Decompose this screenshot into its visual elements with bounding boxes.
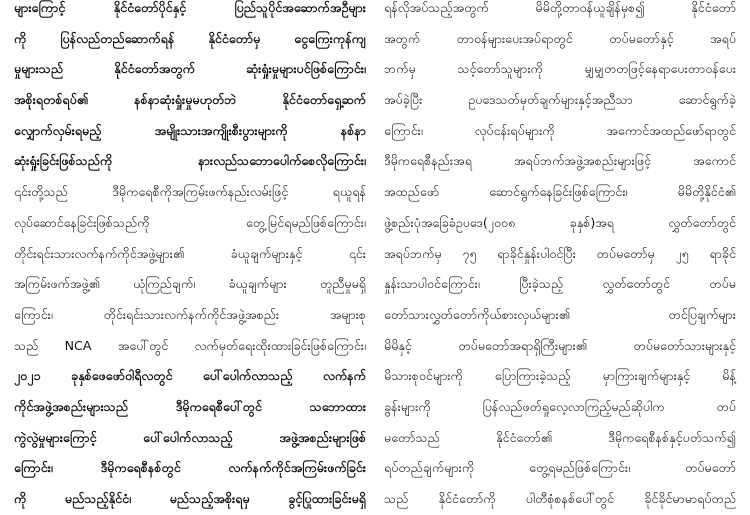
- text-line: ရပ်တည်ချက်များကို တွေ့ရမည်ဖြစ်ကြောင်း၊ တပ်မတော်: [384, 460, 736, 476]
- text-line: ခွန်းများကို ပြန်လည်ဖတ်ရှုလေ့လာကြည့်မည်ဆိုပါက တပ်: [384, 398, 736, 414]
- text-line: အထည်ဖော် ဆောင်ရွက်နေခြင်းဖြစ်ကြောင်း၊ မိမိတို့နိုင်ငံ၏: [384, 184, 736, 200]
- text-line: များကြောင့် နိုင်ငံတော်ပိုင်နှင့် ပြည်သူပိုင်အဆောက်အဦများ: [14, 0, 366, 15]
- text-line: ကြောင်း၊ တိုင်းရင်းသားလက်နက်ကိုင်အဖွဲ့အစည်း အများစု: [14, 306, 366, 322]
- text-line: လုပ်ဆောင်နေခြင်းဖြစ်သည်ကို တွေ့မြင်ရမည်ဖြစ်ကြောင်း၊: [14, 214, 366, 230]
- text-line: ကို ပြန်လည်တည်ဆောက်ရန် နိုင်ငံတော်မှ ငွေကြေးကုန်ကျ: [14, 30, 366, 46]
- text-line: တော်သားလွှတ်တော်ကိုယ်စားလှယ်များ၏ တင်ပြချက်များ: [384, 306, 736, 322]
- right-text-column: [384, 0, 736, 506]
- text-line: တိုင်းရင်းသားလက်နက်ကိုင်အဖွဲ့များ၏ ခံယူချက်များနှင့် ၎င်း: [14, 245, 366, 261]
- text-line: ရန်လိုအပ်သည့်အတွက် မိမိတို့တာဝန်ယူချိန်မှစ၍ နိုင်ငံတော်: [384, 0, 736, 15]
- text-line: ၂၀၂၁ ခုနှစ်ဖေဖော်ဝါရီလတွင် ပေါ်ပေါက်လာသည့် လက်နက်: [14, 368, 366, 384]
- text-line: သည် NCA အပေါ်တွင် လက်မှတ်ရေးထိုးထားခြင်းဖြစ်ကြောင်း၊: [14, 337, 366, 353]
- text-line: ကြောင်း၊ လုပ်ငန်းရပ်များကို အကောင်အထည်ဖော်ရာတွင်: [384, 122, 736, 138]
- text-line: ဖွဲ့စည်းပုံအခြေခံဥပဒေ(၂၀၀၈ ခုနှစ်)အရ လွှတ်တော်တွင်: [384, 214, 736, 230]
- left-text-column: [14, 0, 366, 506]
- text-line: မိမိနှင့် တပ်မတော်အရာရှိကြီးများ၏ တပ်မတော်သားများနှင့်: [384, 337, 736, 353]
- text-line: နှုန်းသာပါဝင်ကြောင်း၊ ပြီးခဲ့သည့် လွှတ်တော်တွင် တပ်မ: [384, 276, 736, 292]
- text-line: အစိုးရတစ်ရပ်၏ နစ်နာဆုံးရှုံးမှုမဟုတ်ဘဲ နိုင်ငံတော်ရှေ့ဆက်: [14, 92, 366, 108]
- text-line: အတွက် တာဝန်များပေးအပ်ရာတွင် တပ်မတော်နှင့် အရပ်: [384, 30, 736, 46]
- text-line: ကြောင်း၊ ဒီမိုကရေစီနစ်တွင် လက်နက်ကိုင်အကြမ်းဖက်ခြင်း: [14, 460, 366, 476]
- text-line: အပ်ခဲ့ပြီး ဥပဒေသတ်မှတ်ချက်များနှင့်အညီသာ ဆောင်ရွက်ခဲ့: [384, 92, 736, 108]
- column-gutter: [367, 0, 368, 460]
- text-line: မှုများသည် နိုင်ငံတော်အတွက် ဆုံးရှုံးမှုများပင်ဖြစ်ကြောင်း၊: [14, 61, 366, 77]
- text-line: ကို မည်သည့်နိုင်ငံ၊ မည်သည့်အစိုးရမှ ခွင့်ပြုထားခြင်းမရှိ: [14, 491, 366, 506]
- text-line: လျှောက်လှမ်းရမည့် အမျိုးသားအကျိုးစီးပွားများကို နစ်နာ: [14, 122, 366, 138]
- text-line: ဘက်မှ သင့်တော်သူများကို မျှမျှတတဖြင့်နေရာပေးတာဝန်ပေး: [384, 61, 736, 77]
- text-line: အရပ်ဘက်မှ ၇၅ ရာခိုင်နှုန်းပါဝင်ပြီး တပ်မတော်မှ ၂၅ ရာခိုင်: [384, 245, 736, 261]
- text-line: အကြမ်းဖက်အဖွဲ့၏ ယုံကြည်ချက်၊ ခံယူချက်များ တူညီမှုမရှိ: [14, 276, 366, 292]
- text-line: မတော်သည် နိုင်ငံတော်၏ ဒီမိုကရေစီနစ်နှင့်ပတ်သက်၍: [384, 429, 736, 445]
- text-line: မိသားစုဝင်များကို ပြောကြားခဲ့သည့် မှာကြားချက်များနှင့် မိန့်: [384, 368, 736, 384]
- text-line: ဒီမိုကရေစီနည်းအရ အရပ်ဘက်အဖွဲ့အစည်းများဖြင့် အကောင်: [384, 153, 736, 169]
- text-line: ကွဲလွဲမှုများကြောင့် ပေါ်ပေါက်လာသည့် အဖွဲ့အစည်းများဖြစ်: [14, 429, 366, 445]
- text-line: သည် နိုင်ငံတော်ကို ပါတီစုံစနစ်ပေါ်တွင် ခိုင်ခိုင်မာမာရပ်တည်: [384, 491, 736, 506]
- text-line: ဆုံးရှုံးခြင်းဖြစ်သည်ကို နားလည်သဘောပေါက်စေလိုကြောင်း၊: [14, 153, 366, 169]
- text-line: ၎င်းတို့သည် ဒီမိုကရေစီကိုအကြမ်းဖက်နည်းလမ်းဖြင့် ရယူရန်: [14, 184, 366, 200]
- text-line: ကိုင်အဖွဲ့အစည်းများသည် ဒီမိုကရေစီပေါ်တွင် သဘောထား: [14, 398, 366, 414]
